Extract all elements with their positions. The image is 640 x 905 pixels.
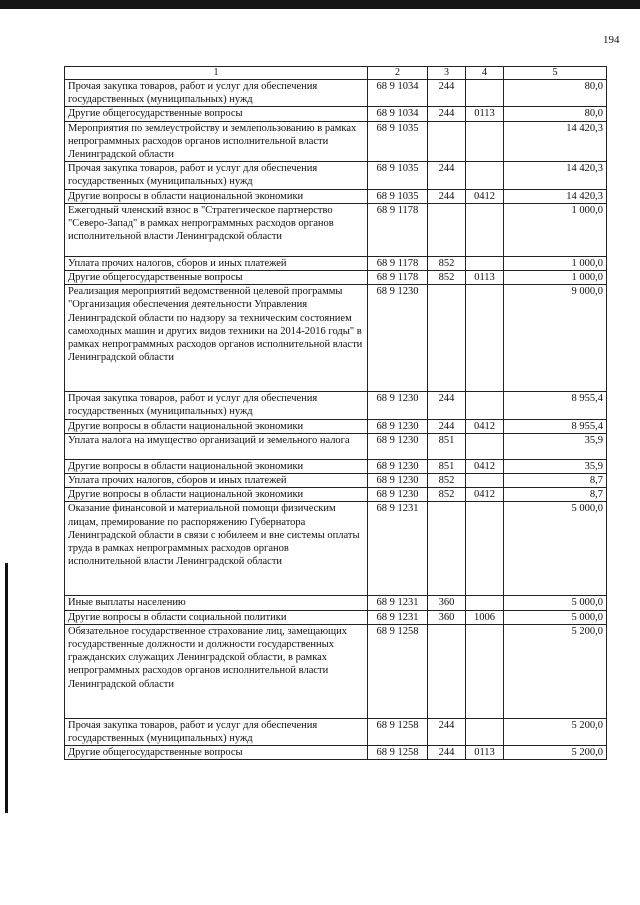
table-row [65, 718, 607, 745]
table-row [65, 488, 607, 502]
row-name-cell: Оказание финансовой и материальной помощи физическим лицам, премирование по распоряжению Губернатора Ленинградской области в связи с юбилеем и вне системы оплаты труда в рамках непрограммных расходов органов исполнительной власти Ленинградской области [65, 502, 368, 596]
row-name-cell: Уплата прочих налогов, сборов и иных платежей [65, 256, 368, 270]
row-name-cell: Прочая закупка товаров, работ и услуг для обеспечения государственных (муниципальных) нужд [65, 80, 368, 107]
row-section-cell [466, 718, 504, 745]
row-section-cell [466, 121, 504, 162]
table-row [65, 285, 607, 392]
row-code-cell: 68 9 1034 [368, 107, 428, 121]
row-sum-cell: 35,9 [504, 459, 607, 473]
row-sum-cell: 5 200,0 [504, 624, 607, 718]
row-type-cell: 852 [428, 474, 466, 488]
table-row [65, 189, 607, 203]
row-section-cell [466, 162, 504, 189]
row-code-cell: 68 9 1035 [368, 121, 428, 162]
row-code-cell: 68 9 1034 [368, 80, 428, 107]
row-type-cell [428, 121, 466, 162]
row-sum-cell: 5 200,0 [504, 718, 607, 745]
row-code-cell: 68 9 1230 [368, 419, 428, 433]
row-code-cell: 68 9 1231 [368, 610, 428, 624]
row-section-cell: 0412 [466, 459, 504, 473]
row-sum-cell: 8,7 [504, 488, 607, 502]
row-sum-cell: 14 420,3 [504, 162, 607, 189]
column-header-type: 3 [428, 67, 466, 80]
table-row [65, 162, 607, 189]
row-section-cell [466, 256, 504, 270]
row-sum-cell: 8 955,4 [504, 392, 607, 419]
row-section-cell [466, 433, 504, 459]
row-code-cell: 68 9 1035 [368, 189, 428, 203]
row-sum-cell: 1 000,0 [504, 271, 607, 285]
row-type-cell: 244 [428, 746, 466, 760]
table-row [65, 271, 607, 285]
row-sum-cell: 5 000,0 [504, 502, 607, 596]
table-row [65, 392, 607, 419]
column-header-name: 1 [65, 67, 368, 80]
row-name-cell: Прочая закупка товаров, работ и услуг для обеспечения государственных (муниципальных) нужд [65, 392, 368, 419]
table-row [65, 433, 607, 459]
row-code-cell: 68 9 1230 [368, 392, 428, 419]
row-type-cell: 244 [428, 80, 466, 107]
row-section-cell [466, 596, 504, 610]
row-type-cell: 244 [428, 107, 466, 121]
table-row [65, 610, 607, 624]
row-code-cell: 68 9 1178 [368, 203, 428, 256]
column-header-code: 2 [368, 67, 428, 80]
page-number: 194 [603, 34, 620, 46]
row-sum-cell: 8,7 [504, 474, 607, 488]
row-section-cell: 0412 [466, 419, 504, 433]
table-row [65, 107, 607, 121]
row-name-cell: Другие вопросы в области национальной экономики [65, 488, 368, 502]
row-type-cell: 244 [428, 718, 466, 745]
row-sum-cell: 80,0 [504, 80, 607, 107]
table-row [65, 624, 607, 718]
row-sum-cell: 5 000,0 [504, 596, 607, 610]
row-type-cell: 852 [428, 271, 466, 285]
row-name-cell: Уплата прочих налогов, сборов и иных платежей [65, 474, 368, 488]
row-section-cell: 1006 [466, 610, 504, 624]
row-type-cell: 244 [428, 419, 466, 433]
row-code-cell: 68 9 1230 [368, 488, 428, 502]
row-type-cell: 244 [428, 189, 466, 203]
row-sum-cell: 5 200,0 [504, 746, 607, 760]
row-section-cell [466, 285, 504, 392]
row-sum-cell: 35,9 [504, 433, 607, 459]
row-name-cell: Другие вопросы в области национальной экономики [65, 419, 368, 433]
row-section-cell: 0113 [466, 271, 504, 285]
row-code-cell: 68 9 1035 [368, 162, 428, 189]
row-type-cell: 852 [428, 488, 466, 502]
row-code-cell: 68 9 1258 [368, 718, 428, 745]
row-name-cell: Уплата налога на имущество организаций и земельного налога [65, 433, 368, 459]
row-section-cell [466, 392, 504, 419]
table-row [65, 203, 607, 256]
row-sum-cell: 1 000,0 [504, 256, 607, 270]
row-type-cell [428, 285, 466, 392]
table-row [65, 746, 607, 760]
table-row [65, 419, 607, 433]
row-code-cell: 68 9 1178 [368, 256, 428, 270]
row-name-cell: Другие вопросы в области социальной политики [65, 610, 368, 624]
row-type-cell: 851 [428, 459, 466, 473]
row-name-cell: Обязательное государственное страхование лиц, замещающих государственные должности и должности государственных гражданских служащих Ленинградской области, в рамках непрограммных расходов органов исполнительной власти Ленинградской области [65, 624, 368, 718]
row-code-cell: 68 9 1230 [368, 474, 428, 488]
row-section-cell: 0412 [466, 488, 504, 502]
row-code-cell: 68 9 1230 [368, 285, 428, 392]
row-name-cell: Другие общегосударственные вопросы [65, 107, 368, 121]
table-row [65, 502, 607, 596]
row-type-cell: 851 [428, 433, 466, 459]
row-sum-cell: 5 000,0 [504, 610, 607, 624]
row-section-cell: 0113 [466, 107, 504, 121]
row-type-cell: 360 [428, 610, 466, 624]
row-name-cell: Прочая закупка товаров, работ и услуг для обеспечения государственных (муниципальных) нужд [65, 162, 368, 189]
row-sum-cell: 14 420,3 [504, 189, 607, 203]
table-row [65, 459, 607, 473]
row-type-cell: 244 [428, 162, 466, 189]
row-sum-cell: 8 955,4 [504, 419, 607, 433]
row-sum-cell: 80,0 [504, 107, 607, 121]
row-section-cell: 0412 [466, 189, 504, 203]
row-type-cell [428, 203, 466, 256]
row-code-cell: 68 9 1230 [368, 433, 428, 459]
row-sum-cell: 14 420,3 [504, 121, 607, 162]
row-section-cell [466, 474, 504, 488]
budget-table [64, 66, 607, 760]
margin-scan-mark [5, 563, 8, 813]
row-section-cell [466, 203, 504, 256]
row-type-cell: 852 [428, 256, 466, 270]
row-section-cell: 0113 [466, 746, 504, 760]
row-code-cell: 68 9 1178 [368, 271, 428, 285]
row-section-cell [466, 80, 504, 107]
row-type-cell [428, 624, 466, 718]
top-scan-border [0, 0, 640, 9]
row-name-cell: Прочая закупка товаров, работ и услуг для обеспечения государственных (муниципальных) нужд [65, 718, 368, 745]
row-type-cell: 360 [428, 596, 466, 610]
row-name-cell: Другие вопросы в области национальной экономики [65, 189, 368, 203]
column-header-sum: 5 [504, 67, 607, 80]
row-type-cell: 244 [428, 392, 466, 419]
table-row [65, 121, 607, 162]
row-name-cell: Реализация мероприятий ведомственной целевой программы "Организация обеспечения деятельности Управления Ленинградской области по надзору за техническим состоянием самоходных машин и других видов техники на 2014-2016 годы" в рамках непрограммных расходов органов исполнительной власти Ленинградской области [65, 285, 368, 392]
row-name-cell: Ежегодный членский взнос в "Стратегическое партнерство "Северо-Запад" в рамках непрограммных расходов органов исполнительной власти Ленинградской области [65, 203, 368, 256]
table-row [65, 80, 607, 107]
row-type-cell [428, 502, 466, 596]
column-number-row [65, 67, 607, 80]
row-name-cell: Иные выплаты населению [65, 596, 368, 610]
row-section-cell [466, 502, 504, 596]
row-section-cell [466, 624, 504, 718]
row-code-cell: 68 9 1231 [368, 502, 428, 596]
row-code-cell: 68 9 1258 [368, 624, 428, 718]
table-row [65, 474, 607, 488]
row-code-cell: 68 9 1231 [368, 596, 428, 610]
row-name-cell: Другие вопросы в области национальной экономики [65, 459, 368, 473]
row-code-cell: 68 9 1258 [368, 746, 428, 760]
table-row [65, 596, 607, 610]
row-name-cell: Другие общегосударственные вопросы [65, 271, 368, 285]
table-row [65, 256, 607, 270]
row-code-cell: 68 9 1230 [368, 459, 428, 473]
row-sum-cell: 9 000,0 [504, 285, 607, 392]
row-sum-cell: 1 000,0 [504, 203, 607, 256]
row-name-cell: Мероприятия по землеустройству и землепользованию в рамках непрограммных расходов органов исполнительной власти Ленинградской области [65, 121, 368, 162]
column-header-section: 4 [466, 67, 504, 80]
row-name-cell: Другие общегосударственные вопросы [65, 746, 368, 760]
